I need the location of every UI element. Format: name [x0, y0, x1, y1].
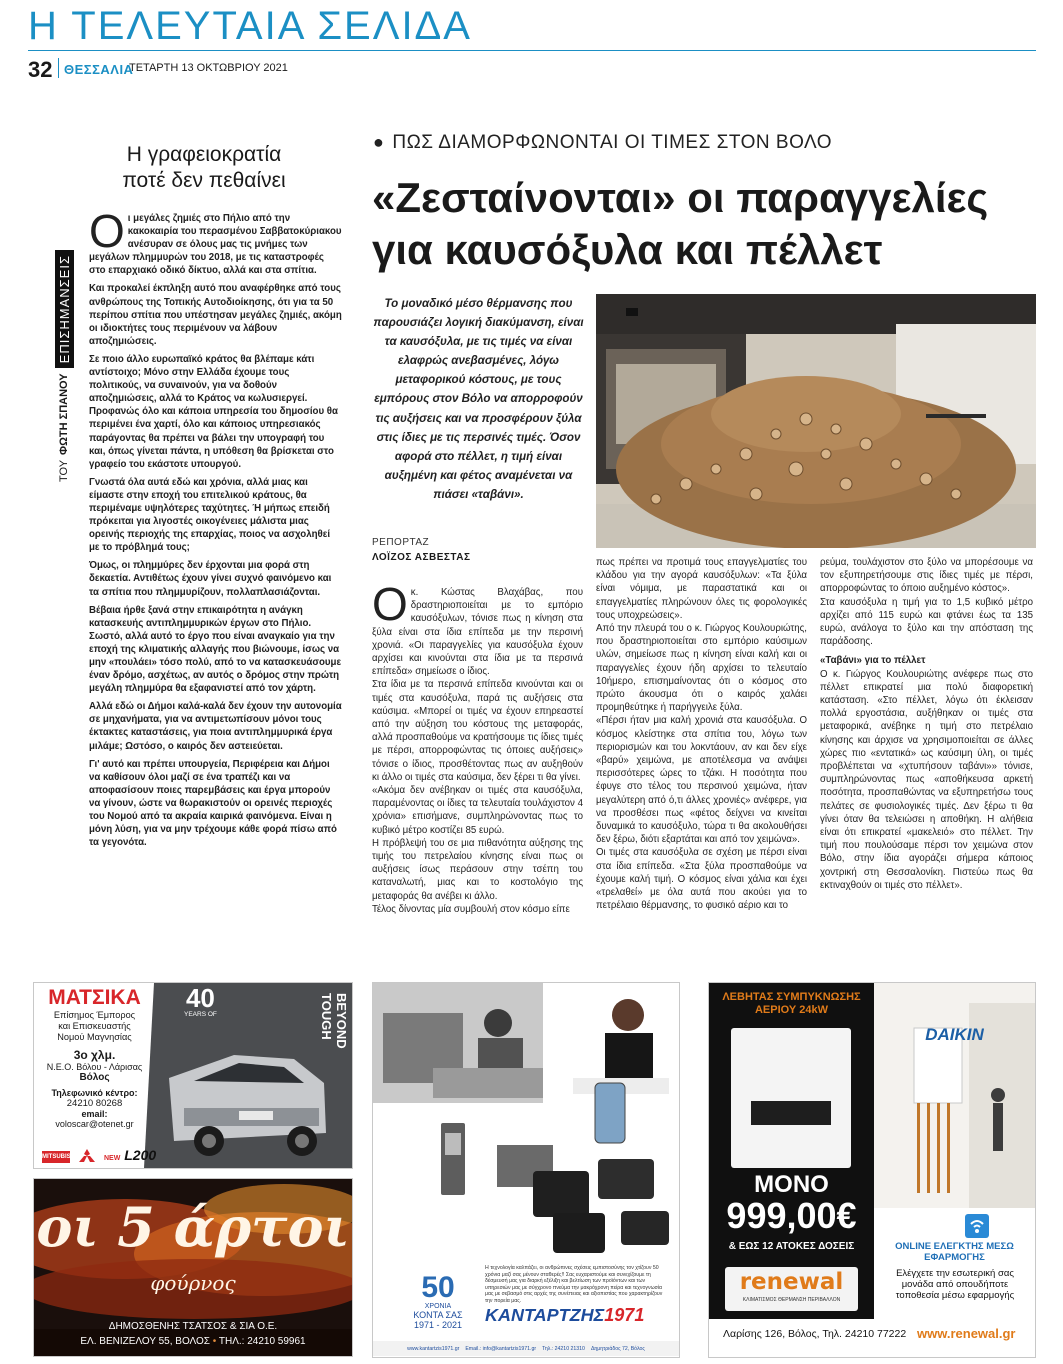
article-column-3 [820, 556, 1033, 892]
kantartzis-brand-year: 1971 [604, 1305, 645, 1325]
byline-label: ΡΕΠΟΡΤΑΖ [372, 537, 430, 548]
kantartzis-konta: ΚΟΝΤΑ ΣΑΣ [413, 1310, 463, 1320]
article-lead: Το μοναδικό μέσο θέρμανσης που παρουσιάζει λογική διακύμανση, είναι τα καυσόξυλα, με τις τιμές να είναι ελαφρώς ανεβασμένες, λόγω μεταφορικού κόστους, με τους εμπόρους στον Βόλο να απορροφούν τις αυξήσεις και να προσφέρουν ξύλα στις ίδιες με τις περσινές τιμές. Όσον αφορά στο πέλλετ, η τιμή είναι αυξημένη και φέτος αναμένεται να πιάσει «ταβάνι». [373, 297, 584, 501]
matsikas-phone-label: Τηλεφωνικό κέντρο: [51, 1088, 138, 1098]
matsikas-email[interactable]: voloscar@otenet.gr [55, 1119, 134, 1129]
renewal-product-line1: ΛΕΒΗΤΑΣ ΣΥΜΠΥΚΝΩΣΗΣ [722, 991, 861, 1003]
ad-5-artoi[interactable]: οι 5 άρτοι φούρνος ΔΗΜΟΣΘΕΝΗΣ ΤΣΑΤΣΟΣ & ΣΙΑ Ο.Ε. ΕΛ. ΒΕΝΙΖΕΛΟΥ 55, ΒΟΛΟΣ • ΤΗΛ.: 24210 59961 [33, 1178, 353, 1357]
byline-name: ΛΟΪΖΟΣ ΑΣΒΕΣΤΑΣ [372, 552, 471, 563]
article-column-1 [372, 578, 583, 916]
renewal-only: ΜΟΝΟ [754, 1171, 829, 1198]
mitsubishi-logo-icon [74, 1149, 100, 1163]
kantartzis-web[interactable]: www.kantartzis1971.gr [407, 1345, 460, 1352]
matsikas-line1: Επίσημος Έμπορος [53, 1010, 136, 1020]
kantartzis-email[interactable]: Email.: info@kantartzis1971.gr [465, 1345, 537, 1352]
paper-name: ΘΕΣΣΑΛΙΑ [64, 62, 134, 77]
opinion-paragraph: ι μεγάλες ζημιές στο Πήλιο από την κακοκαιρία του περασμένου Σαββατοκύριακου ανέσυραν σε όλους μας τις μνήμες των μεγάλων πλημμυρών του 2018, με τις καταστροφές στο επαρχιακό οδικό δίκτυο, αλλά και στα σπίτια. [89, 213, 342, 277]
renewal-web[interactable]: www.renewal.gr [917, 1326, 1016, 1341]
kicker-text: ΠΩΣ ΔΙΑΜΟΡΦΩΝΟΝΤΑΙ ΟΙ ΤΙΜΕΣ ΣΤΟΝ ΒΟΛΟ [392, 132, 833, 153]
opinion-column-label [50, 212, 78, 482]
article-drop-cap: Ο [372, 578, 408, 630]
wifi-app-icon [965, 1214, 989, 1238]
article-paragraph: Η πρόβλεψή του σε μια πιθανότητα αύξησης της τιμής του πετρελαίου κίνησης είναι πως οι αυξήσεις ίσως περάσουν στην τσέπη του καταναλωτή, μιας και το κοστολόγιο της μεταφοράς θα ανέβει κι άλλο. [372, 837, 583, 902]
article-paragraph: Οι τιμές στα καυσόξυλα σε σχέση με πέρσι είναι στα ίδια επίπεδα. «Στα ξύλα προσπαθούμε να έχουμε καλή τιμή. Ο κόσμος είναι χάλια και έχει «τρελαθεί» με όλα αυτά που ακούει για το πετρέλαιο θέρμανσης, το φυσικό αέριο και το [596, 847, 807, 912]
opinion-paragraph: Γι' αυτό και πρέπει υπουργεία, Περιφέρεια και Δήμοι να καθίσουν όλοι μαζί σε ένα τραπέζι και να αποφασίσουν ποιες παρεμβάσεις και έργα μπορούν να γίνουν, ώστε να θωρακιστούν οι ορεινές περιοχές του Νομού από τα ακραία καιρικά φαινόμενα. Είναι η μόνη λύση, για να μην τρέχουμε κάθε φορά πίσω από τα γεγονότα. [89, 758, 337, 849]
article-paragraph: «Ακόμα δεν ανέβηκαν οι τιμές στα καυσόξυλα, παραμένοντας οι ίδιες τα τελευταία τουλάχιστον 4 χρόνια» επισήμανε, συμπληρώνοντας πως το κυβικό μέτρο κοστίζει 85 ευρώ. [372, 785, 583, 836]
artoi-phone[interactable]: ΤΗΛ.: 24210 59961 [218, 1336, 306, 1347]
article-paragraph: Ο κ. Γιώργος Κουλουριώτης ανέφερε πως στο πέλλετ επικρατεί μια πολύ διαφορετική κατάσταση. «Στο πέλλετ, λόγω ότι έκλεισαν πολλά εργοστάσια, αυξήθηκαν οι τιμές στα μεταφορικά, ανέβηκε η τιμή στο πετρέλαιο κίνησης και άρχισε να χρησιμοποιείται σε άλλες χώρες πιο «εντατικά» ως καύσιμη ύλη, οι τιμές προβλέπεται να «χτυπήσουν ταβάνι»» τόνισε, συμπληρώνοντας πως «αποθήκευσα αρκετή ποσότητα, προσπαθώντας να εξυπηρετήσω τους πελάτες σε φυσιολογικές τιμές. Δεν ξέρω τι θα γίνει όταν θα τελειώσει η αποθήκη. Η αλήθεια είναι ότι επικρατεί «μακελειό» στο πέλλετ. Την τιμή που πουλούσαμε πέρσι τον χειμώνα στον Βόλο, στην ίδια αγοράζει σήμερα κάποιος χοντρική στη Θεσσαλονίκη. Πιστεύω πως θα εκτιναχθούν οι τιμές στο πέλλετ». [820, 668, 1033, 891]
kantartzis-years: 1971 - 2021 [413, 1320, 463, 1330]
headline-line1: «Ζεσταίνονται» οι παραγγελίες [372, 174, 989, 221]
opinion-body [89, 205, 342, 854]
matsikas-km: 3ο χλμ. [73, 1048, 116, 1062]
matsikas-line2: και Επισκευαστής [58, 1021, 131, 1031]
renewal-online-desc: Ελέγχετε την εσωτερική σας μονάδα από οπουδήποτε τοποθεσία μέσω εφαρμογής [895, 1268, 1015, 1301]
ad-kantartzis[interactable] [372, 982, 680, 1358]
renewal-product-line2: ΑΕΡΙΟΥ 24kW [754, 1004, 829, 1016]
ad-renewal[interactable] [708, 982, 1036, 1358]
opinion-paragraph: Όμως, οι πλημμύρες δεν έρχονται μια φορά στη δεκαετία. Αντιθέτως έχουν γίνει συχνό φαινόμενο και τα σπίτια που πλημμυρίζουν, πολλαπλασιάζονται. [89, 560, 332, 598]
opinion-title-line2: ποτέ δεν πεθαίνει [122, 169, 286, 192]
article-paragraph: πως πρέπει να προτιμά τους επαγγελματίες του κλάδου για την αγορά καυσόξυλων: «Τα ξύλα είναι νόμιμα, με παραστατικά και οι επαγγελματίες πληρώνουν όλες τις φορολογικές τους υποχρεώσεις». [596, 557, 807, 621]
article-column-2 [596, 556, 807, 912]
kantartzis-address: Δημητριάδος 72, Βόλος [590, 1345, 645, 1352]
firewood-photo [596, 294, 1036, 548]
matsikas-email-label: email: [81, 1109, 108, 1119]
renewal-logo-sub: ΚΛΙΜΑΤΙΣΜΟΣ ΘΕΡΜΑΝΣΗ ΠΕΡΙΒΑΛΛΟΝ [742, 1297, 841, 1303]
article-paragraph: Τέλος δίνοντας μία συμβουλή στον κόσμο είπε [372, 903, 570, 915]
issue-date: ΤΕΤΑΡΤΗ 13 ΟΚΤΩΒΡΙΟΥ 2021 [129, 62, 288, 74]
bullet-icon: ● [373, 132, 385, 152]
matsikas-model: L200 [124, 1147, 157, 1163]
article-paragraph: κ. Κώστας Βλαχάβας, που δραστηριοποιείται με το εμπόριο καυσόξυλων, τόνισε πως η κίνηση στα ξύλα είναι στα ίδια επίπεδα με την περσινή χρονιά. «Οι παραγγελίες για καυσόξυλα έχουν αρχίσει και κινούνται στα ίδια με τα περσινά επίπεδα» σημείωσε ο ίδιος. [372, 587, 583, 678]
matsikas-model-prefix: NEW [104, 1155, 121, 1162]
kantartzis-phone[interactable]: Τηλ.: 24210 21310 [542, 1345, 585, 1352]
article-kicker [373, 132, 832, 154]
firewood-illustration [596, 294, 1036, 548]
kantartzis-blurb: Η τεχνολογία καλπάζει, οι ανθρώπινες σχέσεις εμπιστοσύνης τον χτίζουν 50 χρόνια μαζί σας μένουν σταθερές!! Σας ευχαριστούμε και συνεχίζουμε τη δέσμευσή μας για διαρκή εξέλιξη και βελτίωση των προϊόντων και των υπηρεσιών μας με σύγχρονο πνεύμα την μακρόχρονη πείρα και τεχνογνωσία μας με σεβασμό στις αρχές της συνέπειας και αξιοπιστίας που χαρακτηρίζουν την πορεία μας. [485, 1265, 663, 1304]
matsikas-name: ΜΑΤΣΙΚΑ [48, 986, 141, 1009]
article-paragraph: Στα καυσόξυλα η τιμή για το 1,5 κυβικό μέτρο αρχίζει από 115 ευρώ και φτάνει έως τα 135 ευρώ, ανάλογα το ξύλο και την απόσταση της παράδοσης. [820, 596, 1033, 648]
article-paragraph: Από την πλευρά του ο κ. Γιώργος Κουλουριώτης, που δραστηριοποιείται στο εμπόριο καύσιμων υλών, σημείωσε πως η κίνηση είναι καλή και οι παραγγελίες έχουν ήδη αρχίσει το τελευταίο 10ήμερο, επισημαίνοντας ότι ο κόσμος στο πρώτο άκουσμα ότι ο καιρός χαλάει προμηθεύτηκε ή παρήγγειλε ξύλα. [596, 623, 807, 714]
matsikas-brand: MITSUBISHI [42, 1151, 70, 1163]
renewal-price: 999,00€ [726, 1195, 857, 1236]
matsikas-road: Ν.Ε.Ο. Βόλου - Λάρισας [46, 1062, 143, 1072]
matsikas-line3: Νομού Μαγνησίας [57, 1032, 132, 1042]
renewal-online-line2: ΕΦΑΡΜΟΓΗΣ [924, 1252, 985, 1263]
page-number: 32 [28, 57, 53, 82]
opinion-paragraph: Αλλά εδώ οι Δήμοι καλά-καλά δεν έχουν την αυτονομία σε μηχανήματα, για να αντιμετωπίσουν μόνοι τους έκτακτες καταστάσεις, για ποια αντιπλημμυρικά έργα μιλάμε; Ωστόσο, ο καιρός δεν αστειεύεται. [89, 701, 342, 752]
article-headline [372, 172, 1036, 276]
opinion-title-line1: Η γραφειοκρατία [126, 143, 282, 166]
artoi-address: ΕΛ. ΒΕΝΙΖΕΛΟΥ 55, ΒΟΛΟΣ [80, 1336, 210, 1347]
matsikas-phone[interactable]: 24210 80268 [66, 1098, 123, 1109]
article-paragraph: Στα ίδια με τα περσινά επίπεδα κινούνται και οι τιμές στα καυσόξυλα, παρά τις αυξήσεις στα καύσιμα. «Μπορεί οι τιμές να έχουν επηρεαστεί από την αύξηση του κόστους της μεταφοράς, αλλά προσπαθούμε να κρατήσουμε τις ίδιες τιμές με πέρσι, απορροφώντας τις όποιες αυξήσεις» τόνισε ο ίδιος, προσθέτοντας πως αν αυξηθούν κι άλλο οι τιμές στα καύσιμα, δεν ξέρει τι θα γίνει. [372, 679, 583, 783]
ad-kantartzis-products [373, 983, 679, 1263]
matsikas-city: Βόλος [79, 1072, 110, 1083]
opinion-paragraph: Βέβαια ήρθε ξανά στην επικαιρότητα η ανάγκη κατασκευής αντιπλημμυρικών έργων στο Πήλιο. Σωστό, αλλά αυτό το έργο που είναι αναγκαίο για την εποχή της κλιματικής αλλαγής που βιώνουμε, ίσως να μην «πουλάει» τόσο πολύ, από το να κατασκευάσουμε έναν δρόμο, ασχέτως, αν αυτός ο δρόμος στην πρώτη μεγάλη πλημμύρα θα εξαφανιστεί από τον χάρτη. [89, 604, 342, 695]
renewal-online-line1: ONLINE ΕΛΕΓΚΤΗΣ ΜΕΣΩ [895, 1241, 1014, 1252]
author-prefix: ΤΟΥ [58, 459, 70, 482]
artoi-company: ΔΗΜΟΣΘΕΝΗΣ ΤΣΑΤΣΟΣ & ΣΙΑ Ο.Ε. [108, 1321, 278, 1332]
article-subheading: «Ταβάνι» για το πέλλετ [820, 655, 926, 667]
opinion-paragraph: Γνωστά όλα αυτά εδώ και χρόνια, αλλά μιας και είμαστε στην εποχή του επιτελικού κράτους, θα περιμέναμε υψηλότερες ταχύτητες. Ή μήπως επειδή πρόκειται για λιγοστές οικογένειες μάλιστα μιας ορεινής περιοχής της επαρχίας, ποιος να ασχοληθεί με το πρόβλημά τους; [89, 476, 331, 554]
matsikas-badge-number: 40 [185, 983, 215, 1013]
header-separator [58, 58, 59, 78]
article-paragraph: ρεύμα, τουλάχιστον στο ξύλο να μπορέσουμε να τον εξυπηρετήσουμε στις ίδιες τιμές με πέρσι, απορροφώντας το όποιο αυξημένο κόστος». [820, 557, 1033, 595]
artoi-title: οι 5 άρτοι [36, 1195, 350, 1259]
matsikas-slogan-1: BEYOND [334, 993, 349, 1049]
artoi-subtitle: φούρνος [150, 1271, 236, 1295]
opinion-drop-cap: Ο [89, 205, 125, 257]
kantartzis-brand: ΚΑΝΤΑΡΤΖΗΣ [485, 1305, 605, 1325]
author-name: ΦΩΤΗ ΣΠΑΝΟΥ [58, 373, 70, 455]
kantartzis-anniv-number: 50 [421, 1271, 455, 1304]
column-name: ΕΠΙΣΗΜΑΝΣΕΙΣ [55, 250, 74, 368]
ad-matsikas[interactable] [33, 982, 353, 1169]
renewal-logo: renewal [739, 1269, 844, 1295]
opinion-title [84, 142, 324, 194]
matsikas-slogan-2: TOUGH [319, 993, 334, 1040]
renewal-address: Λαρίσης 126, Βόλος, Τηλ. 24210 77222 [723, 1328, 907, 1340]
section-title: Η ΤΕΛΕΥΤΑΙΑ ΣΕΛΙΔΑ [28, 4, 472, 48]
opinion-paragraph: Και προκαλεί έκπληξη αυτό που αναφέρθηκε από τους ανθρώπους της Τοπικής Αυτοδιοίκησης, ότι για τα 50 περίπου σπίτια που υπέστησαν μεγάλες ζημιές, ακόμη οι ιδιοκτήτες τους περιμένουν να λάβουν αποζημιώσεις. [89, 283, 342, 347]
headline-line2: για καυσόξυλα και πέλλετ [372, 226, 883, 273]
daikin-logo: DAIKIN [925, 1025, 984, 1044]
article-paragraph: «Πέρσι ήταν μια καλή χρονιά στα καυσόξυλα. Ο κόσμος κλείστηκε στα σπίτια του, λόγω των περιορισμών και του λοκντάουν, αν και δεν είχε «βαρύ» χειμώνα, με αποτέλεσμα να ανάψει περισσότερες ώρες το τζάκι. Η ποσότητα που έφυγε στο τέλος του περσινού χειμώνα, ήταν μεγαλύτερη από ό,τι άλλες χρονιές» ανέφερε, για να προσθέσει πως «φέτος δείχνει να κινείται δυναμικά το καυσόξυλο, τώρα τι θα ακολουθήσει δεν ξέρω, διότι εξαρτάται και από τον χειμώνα». [596, 715, 807, 846]
opinion-paragraph: Σε ποιο άλλο ευρωπαϊκό κράτος θα βλέπαμε κάτι αντίστοιχο; Μόνο στην Ελλάδα έχουμε τους πολιτικούς, να συναινούν, για να δοθούν αποζημιώσεις, αλλά το Κράτος να κωλυσιεργεί. Προφανώς όλο και κάποια υπηρεσία του δημοσίου θα περιμένει ένα χαρτί, όλο και κάποιος υπηρεσιακός παράγοντας θα πρέπει να βάλει την υπογραφή του και, όπως γίνεται πάντα, η υπόθεση θα βρίσκεται στο γραφείο του εκάστοτε υπουργού. [89, 353, 338, 470]
renewal-installments: & ΕΩΣ 12 ΑΤΟΚΕΣ ΔΟΣΕΙΣ [728, 1241, 855, 1252]
header-rule [28, 50, 1036, 51]
kantartzis-anniv-label: ΧΡΟΝΙΑ [424, 1303, 452, 1310]
matsikas-badge-text: YEARS OF [184, 1011, 217, 1018]
